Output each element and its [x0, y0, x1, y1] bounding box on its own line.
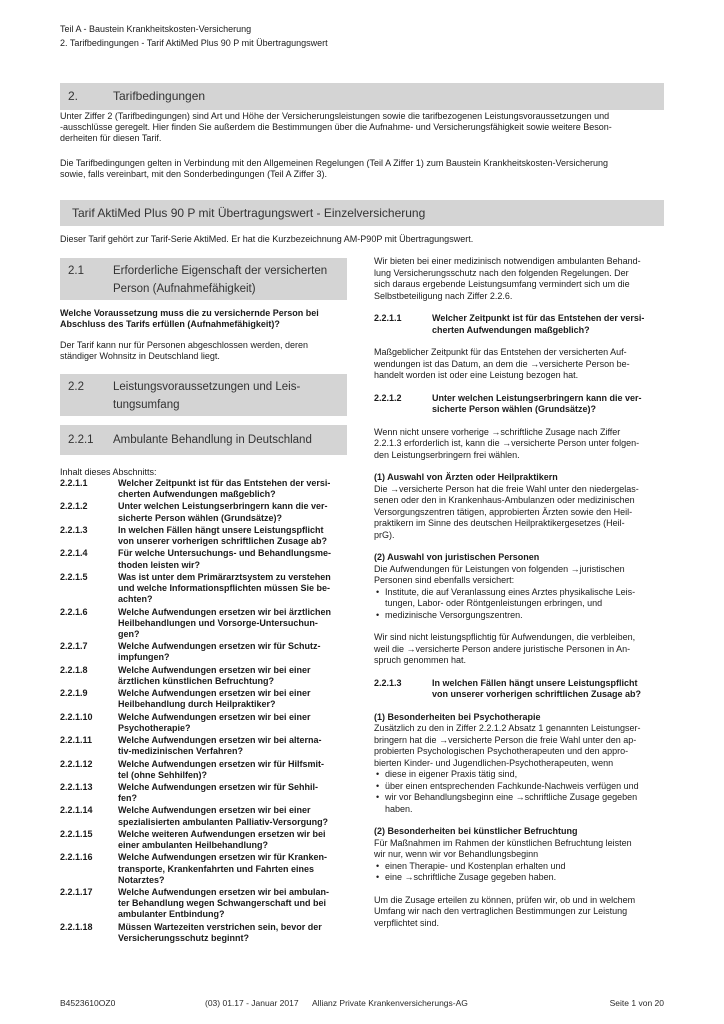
intro-paragraph [60, 158, 608, 180]
paragraph-line: probierten Psychologischen Psychotherapeuten und den appro- [374, 746, 629, 756]
paragraph-line: prG). [374, 529, 395, 540]
toc-number: 2.2.1.8 [60, 664, 88, 675]
toc-line: Welche weiteren Aufwendungen ersetzen wir bei [118, 828, 326, 839]
toc-title [118, 548, 350, 570]
toc-number: 2.2.1.17 [60, 887, 93, 898]
toc-line: Welche Aufwendungen ersetzen wir bei alterna- [118, 735, 322, 746]
toc-title [118, 829, 350, 851]
paragraph-line: -ausschlüsse geregelt. Hier finden Sie außerdem die Bestimmungen über die Aufnahme- und Versicherungsfähigkeit sowie weitere Beson- [60, 122, 612, 132]
bullet-text [385, 587, 664, 610]
toc-title [118, 887, 350, 920]
toc-line: In welchen Fällen hängt unsere Leistungspflicht [118, 524, 324, 535]
subsection-box-2-2-1 [60, 425, 347, 455]
bullet-item [374, 587, 664, 610]
toc-title [118, 665, 350, 687]
bullet-list [374, 861, 664, 884]
paragraph-line: Zusätzlich zu den in Ziffer 2.2.1.2 Absatz 1 genannten Leistungser- [374, 723, 641, 733]
toc-entry [60, 572, 350, 605]
subsection-title [113, 378, 300, 414]
question-line: Abschluss des Tarifs erfüllen (Aufnahmefähigkeit)? [60, 319, 280, 329]
subsection-number: 2.2.1 [68, 434, 94, 446]
question-line: Welche Voraussetzung muss die zu versichernde Person bei [60, 308, 319, 318]
paragraph-line: 2.2.1.3 erforderlich ist, kann die →versicherte Person unter folgen- [374, 438, 640, 448]
toc-entry [60, 782, 350, 804]
section-title: Tarifbedingungen [113, 89, 206, 103]
paragraph-line: bringern hat die →versicherte Person die freie Wahl unter den ap- [374, 734, 637, 745]
paragraph-line: den Leistungserbringern frei wählen. [374, 449, 520, 460]
running-header [60, 22, 328, 50]
paragraph-line: Für Maßnahmen im Rahmen der künstlichen Befruchtung leisten [374, 837, 632, 848]
toc-number: 2.2.1.14 [60, 805, 93, 816]
paragraph-line: wendungen ist das Datum, an dem die →versicherte Person be- [374, 358, 630, 369]
toc-line: Psychotherapie? [118, 722, 191, 733]
toc-line: ter Behandlung wegen Schwangerschaft und bei [118, 898, 327, 909]
toc-number: 2.2.1.3 [60, 524, 88, 535]
toc-title [118, 572, 350, 605]
toc-number: 2.2.1.2 [60, 501, 88, 512]
toc-line: thoden leisten wir? [118, 559, 201, 570]
question-heading-2-2-1-3 [374, 678, 664, 701]
toc-title [118, 735, 350, 757]
paragraph-line: spruch genommen hat. [374, 655, 467, 665]
toc-line: cherten Aufwendungen maßgeblich? [118, 489, 276, 500]
toc-number: 2.2.1.4 [60, 548, 88, 559]
bullet-list [374, 587, 664, 622]
intro-paragraph [374, 256, 664, 302]
clause-body [374, 723, 664, 769]
bullet-text [385, 792, 664, 815]
paragraph-line: derheiten für diesen Tarif. [60, 133, 162, 143]
bullet-icon: • [376, 780, 380, 791]
clause-title: (1) Auswahl von Ärzten oder Heilpraktikern [374, 472, 558, 482]
paragraph-line: Maßgeblicher Zeitpunkt für das Entstehen der versicherten Auf- [374, 347, 627, 357]
clause-psychotherapie [374, 712, 664, 816]
paragraph-line: weil die →versicherte Person andere juristische Personen in An- [374, 643, 631, 654]
toc-number: 2.2.1.13 [60, 782, 93, 792]
subsection-title: Ambulante Behandlung in Deutschland [113, 434, 312, 446]
toc-line: Müssen Wartezeiten verstrichen sein, bevor der [118, 921, 322, 932]
bullet-icon: • [376, 860, 380, 871]
question-text [432, 393, 664, 416]
section-band [60, 83, 664, 110]
toc-line: Welcher Zeitpunkt ist für das Entstehen der versi- [118, 478, 331, 488]
clause-body [374, 564, 664, 587]
subsection-box-2-2 [60, 374, 347, 416]
toc-line: ambulanter Entbindung? [118, 909, 225, 920]
question-line: von unserer vorherigen schriftlichen Zusage ab? [432, 689, 642, 699]
toc-line: Heilbehandlungen und Vorsorge-Untersuchun- [118, 617, 318, 628]
bullet-line: medizinische Versorgungszentren. [385, 609, 523, 620]
question-number: 2.2.1.1 [374, 313, 402, 323]
toc-line: Welche Aufwendungen ersetzen wir bei einer [118, 688, 311, 699]
toc-entry [60, 922, 350, 944]
toc-line: einer ambulanten Heilbehandlung? [118, 840, 269, 851]
paragraph-line: Wenn nicht unsere vorherige →schriftliche Zusage nach Ziffer [374, 426, 621, 437]
toc-line: Welche Aufwendungen ersetzen wir bei einer [118, 711, 311, 722]
toc-entry [60, 548, 350, 570]
tariff-title: Tarif AktiMed Plus 90 P mit Übertragungswert - Einzelversicherung [72, 206, 426, 220]
subsection-box-2-1 [60, 258, 347, 300]
bullet-line: haben. [385, 803, 413, 814]
paragraph-line: praktikern im Sinne des deutschen Heilpraktikergesetzes (Heil- [374, 518, 625, 528]
bullet-line: wir vor Behandlungsbeginn eine →schriftliche Zusage gegeben [385, 792, 638, 802]
toc-line: achten? [118, 594, 153, 605]
toc-line: Welche Aufwendungen ersetzen wir für Schutz- [118, 641, 321, 652]
title-line: Person (Aufnahmefähigkeit) [113, 283, 256, 295]
toc-title [118, 852, 350, 885]
paragraph-line: Der Tarif kann nur für Personen abgeschlossen werden, deren [60, 340, 308, 350]
toc-line: ärztlichen künstlichen Befruchtung? [118, 675, 275, 686]
tariff-note: Dieser Tarif gehört zur Tarif-Serie AktiMed. Er hat die Kurzbezeichnung AM-P90P mit Übertragungswert. [60, 234, 474, 244]
toc-number: 2.2.1.16 [60, 852, 93, 863]
question-line: sicherte Person wählen (Grundsätze)? [432, 404, 597, 414]
footer-company: Allianz Private Krankenversicherungs-AG [312, 998, 468, 1008]
bullet-line: eine →schriftliche Zusage gegeben haben. [385, 872, 557, 882]
bullet-item [374, 781, 664, 793]
right-column [374, 256, 664, 929]
toc-title [118, 525, 350, 547]
toc-line: sicherte Person wählen (Grundsätze)? [118, 512, 283, 523]
header-line: Teil A - Baustein Krankheitskosten-Versicherung [60, 24, 252, 34]
toc-entry [60, 607, 350, 640]
paragraph-line: ständiger Wohnsitz in Deutschland liegt. [60, 351, 220, 361]
bullet-icon: • [376, 769, 380, 779]
question-number: 2.2.1.2 [374, 392, 402, 403]
paragraph-line: Um die Zusage erteilen zu können, prüfen wir, ob und in welchem [374, 894, 636, 905]
subsection-number: 2.1 [68, 265, 84, 277]
toc-line: Versicherungsschutz beginnt? [118, 932, 250, 943]
toc-line: Notarztes? [118, 874, 165, 885]
toc-line: spezialisierten ambulanten Palliativ-Versorgung? [118, 816, 329, 827]
question-number: 2.2.1.3 [374, 677, 402, 688]
toc-number: 2.2.1.9 [60, 688, 88, 699]
paragraph-line: bierten Kinder- und Jugendlichen-Psychotherapeuten, wenn [374, 757, 614, 768]
toc-number: 2.2.1.11 [60, 735, 93, 746]
paragraph-line: Versorgungszentren tätigen, approbierten Ärzten sowie den Heil- [374, 506, 633, 517]
toc-line: Welche Aufwendungen ersetzen wir für Hilfsmit- [118, 758, 325, 769]
bullet-line: tungen, Labor- oder Röntgenleistungen erbringen, und [385, 598, 603, 608]
toc-number: 2.2.1.10 [60, 711, 93, 722]
clause-body [374, 838, 664, 861]
toc-line: Unter welchen Leistungserbringern kann die ver- [118, 501, 328, 512]
clause-title: (1) Besonderheiten bei Psychotherapie [374, 711, 541, 722]
toc-number: 2.2.1.12 [60, 758, 93, 769]
bullet-icon: • [376, 872, 380, 882]
subsection-number: 2.2 [68, 381, 84, 393]
toc-entry [60, 525, 350, 547]
paragraph-line: Die Aufwendungen für Leistungen von folgenden →juristischen [374, 563, 625, 574]
paragraph-line: senen oder den in Krankenhaus-Ambulanzen oder medizinischen [374, 495, 635, 505]
bullet-text [385, 781, 664, 793]
toc-entry [60, 688, 350, 710]
clause-juristische-personen [374, 552, 664, 621]
toc-line: Welche Aufwendungen ersetzen wir für Kranken- [118, 852, 328, 863]
bullet-icon: • [376, 609, 380, 620]
toc-line: Heilbehandlung durch Heilpraktiker? [118, 699, 276, 710]
section-number: 2. [68, 89, 79, 103]
bullet-line: über einen entsprechenden Fachkunde-Nachweis verfügen und [385, 780, 639, 791]
paragraph-line: lung Versicherungsschutz nach den folgenden Regelungen. Der [374, 267, 629, 278]
question-line: In welchen Fällen hängt unsere Leistungspflicht [432, 677, 638, 688]
tariff-band [60, 200, 664, 226]
question-line: Welcher Zeitpunkt ist für das Entstehen der versi- [432, 313, 645, 323]
clause-title: (2) Besonderheiten bei künstlicher Befruchtung [374, 826, 578, 836]
toc-line: Welche Aufwendungen ersetzen wir bei ambulan- [118, 887, 330, 898]
clause-title: (2) Auswahl von juristischen Personen [374, 552, 540, 562]
bullet-text [385, 872, 664, 884]
paragraph-line: Die Tarifbedingungen gelten in Verbindung mit den Allgemeinen Regelungen (Teil A Ziffer 1) zum Baustein Krankheitskosten-Versicherung [60, 158, 609, 168]
toc-number: 2.2.1.1 [60, 478, 88, 488]
toc-line: transporte, Krankenfahrten und Fahrten eines [118, 863, 315, 874]
answer-paragraph [60, 340, 308, 362]
toc-title [118, 607, 350, 640]
paragraph-line: sich daraus ergebende Leistungsumfang vermindert sich um die [374, 279, 630, 289]
clause-aerzte-heilpraktiker [374, 472, 664, 541]
toc-title [118, 641, 350, 663]
title-line: tungsumfang [113, 399, 180, 411]
bullet-line: einen Therapie- und Kostenplan erhalten und [385, 860, 566, 871]
toc-line: Welche Aufwendungen ersetzen wir bei einer [118, 664, 311, 675]
footer-edition: (03) 01.17 - Januar 2017 [205, 998, 299, 1008]
paragraph-line: sowie, falls vereinbart, mit den Sonderbedingungen (Teil A Ziffer 3). [60, 169, 327, 179]
note-paragraph [374, 632, 664, 667]
toc-entry [60, 887, 350, 920]
paragraph-line: Unter Ziffer 2 (Tarifbedingungen) sind Art und Höhe der Versicherungsleistungen sowie die tarifbezogenen Leistungsvoraussetzungen und [60, 111, 610, 121]
toc-line: Für welche Untersuchungs- und Behandlungsme- [118, 548, 332, 559]
toc-entry [60, 478, 350, 500]
paragraph-line: handelt worden ist oder eine Leistung bezogen hat. [374, 370, 579, 380]
bullet-item [374, 769, 664, 781]
bullet-list [374, 769, 664, 815]
toc-line: tiv-medizinischen Verfahren? [118, 746, 244, 757]
toc-entry [60, 829, 350, 851]
question-heading-2-2-1-2 [374, 393, 664, 416]
table-of-contents [60, 478, 350, 945]
paragraph-line: wir nur, wenn wir vor Behandlungsbeginn [374, 849, 539, 859]
toc-title [118, 712, 350, 734]
toc-entry [60, 759, 350, 781]
toc-line: Welche Aufwendungen ersetzen wir bei einer [118, 805, 311, 816]
toc-title [118, 922, 350, 944]
paragraph-line: Wir sind nicht leistungspflichtig für Aufwendungen, die verbleiben, [374, 632, 636, 642]
toc-line: impfungen? [118, 652, 170, 663]
paragraph-line: Die →versicherte Person hat die freie Wahl unter den niedergelas- [374, 483, 639, 494]
toc-entry [60, 805, 350, 827]
toc-entry [60, 852, 350, 885]
answer-paragraph [374, 427, 664, 462]
paragraph-line: Selbstbeteiligung nach Ziffer 2.2.6. [374, 290, 513, 301]
toc-line: tel (ohne Sehhilfen)? [118, 769, 207, 780]
bullet-text [385, 861, 664, 873]
bullet-line: diese in eigener Praxis tätig sind, [385, 769, 518, 779]
header-line: 2. Tarifbedingungen - Tarif AktiMed Plus 90 P mit Übertragungswert [60, 38, 328, 48]
toc-label: Inhalt dieses Abschnitts: [60, 467, 157, 477]
toc-number: 2.2.1.15 [60, 828, 93, 839]
clause-body [374, 484, 664, 542]
subsection-title [113, 262, 327, 298]
toc-title [118, 782, 350, 804]
answer-paragraph [374, 347, 664, 382]
bullet-text [385, 610, 664, 622]
question-line: cherten Aufwendungen maßgeblich? [432, 324, 590, 335]
bullet-icon: • [376, 586, 380, 597]
question-line: Unter welchen Leistungserbringern kann die ver- [432, 392, 642, 403]
question-text [432, 678, 664, 701]
bullet-item [374, 861, 664, 873]
toc-line: Welche Aufwendungen ersetzen wir für Sehhil- [118, 782, 319, 792]
bullet-item [374, 610, 664, 622]
toc-entry [60, 735, 350, 757]
bullet-icon: • [376, 792, 380, 802]
toc-entry [60, 712, 350, 734]
toc-title [118, 805, 350, 827]
footer-document-code: B4523610OZ0 [60, 998, 116, 1008]
toc-number: 2.2.1.7 [60, 641, 88, 652]
closing-paragraph [374, 895, 664, 930]
toc-title [118, 501, 350, 523]
paragraph-line: verpflichtet sind. [374, 917, 440, 928]
toc-number: 2.2.1.18 [60, 921, 93, 932]
question-heading [60, 308, 319, 330]
paragraph-line: Wir bieten bei einer medizinisch notwendigen ambulanten Behand- [374, 256, 641, 266]
clause-kuenstliche-befruchtung [374, 826, 664, 884]
paragraph-line: Umfang wir nach den vertraglichen Bestimmungen zur Leistung [374, 906, 628, 916]
toc-number: 2.2.1.6 [60, 606, 88, 617]
toc-title [118, 478, 350, 500]
toc-entry [60, 665, 350, 687]
toc-entry [60, 641, 350, 663]
paragraph-line: Personen sind ebenfalls versichert: [374, 575, 515, 585]
title-line: Erforderliche Eigenschaft der versicherten [113, 265, 328, 277]
toc-line: und welche Informationspflichten müssen Sie be- [118, 583, 331, 594]
toc-title [118, 759, 350, 781]
toc-line: fen? [118, 793, 137, 804]
footer-page-number: Seite 1 von 20 [609, 998, 664, 1008]
intro-paragraph [60, 111, 612, 144]
toc-number: 2.2.1.5 [60, 571, 88, 582]
bullet-item [374, 792, 664, 815]
toc-line: von unserer vorherigen schriftlichen Zusage ab? [118, 536, 328, 547]
question-heading-2-2-1-1 [374, 313, 664, 336]
toc-entry [60, 501, 350, 523]
toc-line: Was ist unter dem Primärarztsystem zu verstehen [118, 571, 331, 582]
toc-line: Welche Aufwendungen ersetzen wir bei ärztlichen [118, 606, 332, 617]
bullet-line: Institute, die auf Veranlassung eines Arztes physikalische Leis- [385, 586, 636, 597]
bullet-item [374, 872, 664, 884]
title-line: Leistungsvoraussetzungen und Leis- [113, 381, 301, 393]
bullet-text [385, 769, 664, 781]
question-text [432, 313, 664, 336]
toc-line: gen? [118, 628, 140, 639]
toc-title [118, 688, 350, 710]
